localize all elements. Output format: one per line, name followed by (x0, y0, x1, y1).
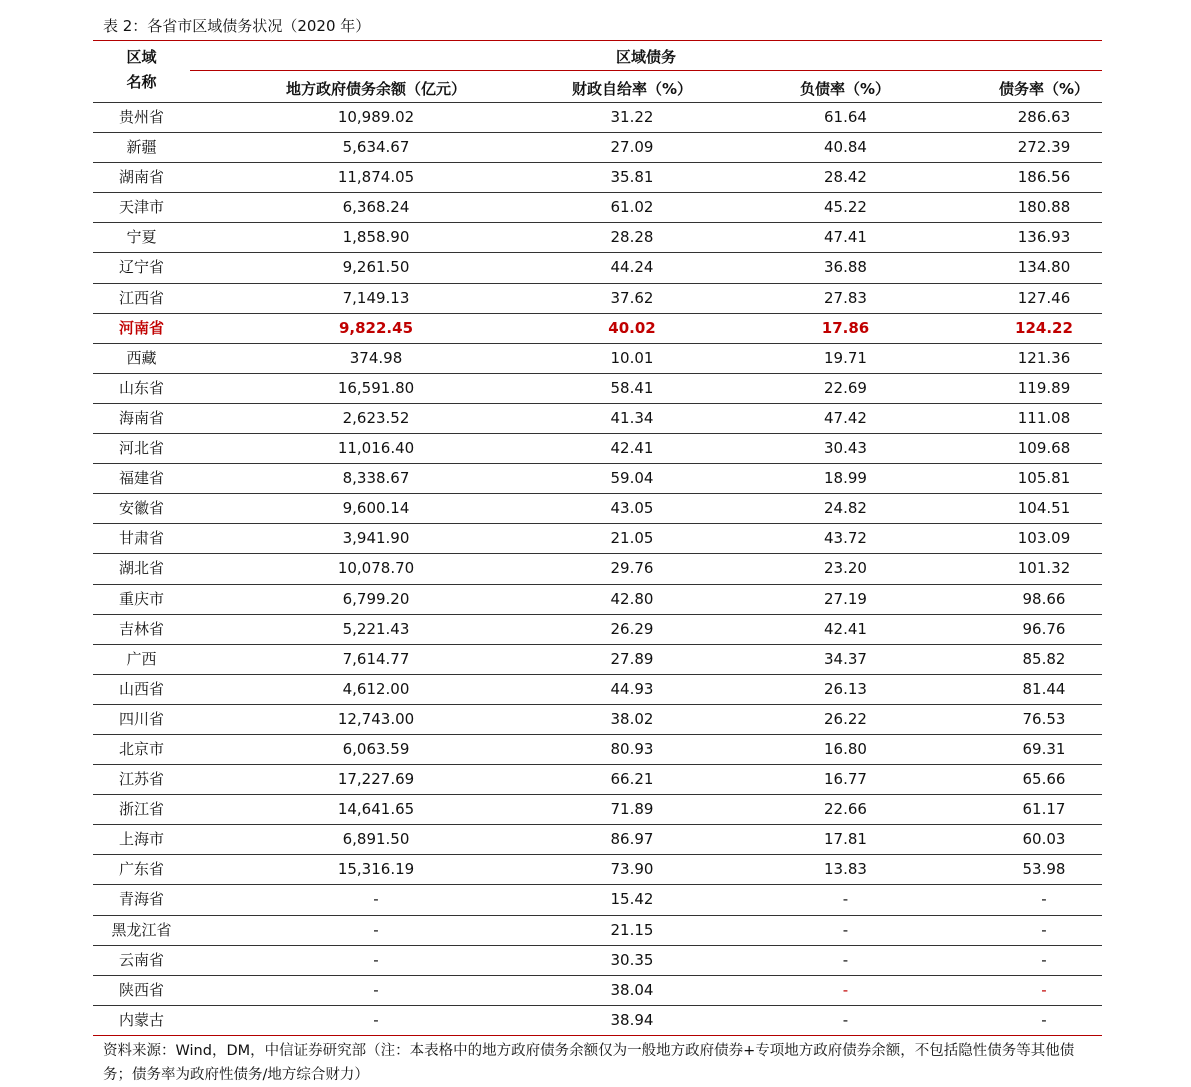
cell-debt-rate: - (1041, 950, 1047, 969)
cell-balance: 10,078.70 (337, 559, 415, 578)
cell-debt-ratio: 26.13 (824, 679, 867, 698)
cell-self-sufficiency: 27.09 (610, 138, 654, 157)
cell-debt-ratio: 17.81 (824, 830, 867, 849)
cell-region: 陕西省 (118, 980, 164, 999)
cell-self-sufficiency: 37.62 (610, 288, 654, 307)
cell-debt-ratio: - (842, 980, 849, 999)
table-row (93, 252, 1102, 282)
cell-region: 福建省 (118, 469, 164, 488)
table-row (93, 975, 1102, 1005)
cell-debt-ratio: 24.82 (824, 499, 867, 518)
cell-region: 山东省 (118, 378, 164, 397)
cell-region: 辽宁省 (118, 258, 164, 277)
cell-debt-ratio: 19.71 (824, 348, 867, 367)
cell-region: 吉林省 (118, 619, 164, 638)
cell-debt-rate: - (1041, 890, 1047, 909)
table-row (93, 403, 1102, 433)
cell-debt-rate: 286.63 (1017, 108, 1071, 126)
cell-self-sufficiency: 35.81 (610, 168, 654, 187)
cell-self-sufficiency: 38.04 (610, 980, 654, 999)
cell-self-sufficiency: 42.41 (610, 439, 654, 458)
cell-debt-rate: 61.17 (1022, 800, 1066, 819)
cell-debt-ratio: 22.66 (824, 800, 867, 819)
cell-debt-ratio: 47.42 (824, 408, 867, 427)
cell-debt-ratio: 45.22 (824, 198, 867, 217)
cell-balance: - (373, 980, 379, 999)
cell-debt-rate: 127.46 (1017, 288, 1071, 307)
table-row (93, 584, 1102, 614)
cell-debt-ratio: 27.19 (824, 589, 867, 608)
cell-balance: 9,261.50 (342, 258, 410, 277)
cell-debt-ratio: 43.72 (824, 529, 867, 548)
cell-region: 湖北省 (118, 559, 164, 578)
cell-debt-rate: 53.98 (1022, 860, 1066, 879)
table-row (93, 313, 1102, 343)
cell-self-sufficiency: 38.02 (610, 709, 654, 728)
header-col-balance: 地方政府债务余额（亿元） (285, 80, 466, 98)
cell-debt-rate: 65.66 (1022, 770, 1066, 789)
cell-debt-rate: 186.56 (1017, 168, 1071, 187)
cell-self-sufficiency: 61.02 (610, 198, 654, 217)
cell-debt-rate: 81.44 (1022, 679, 1066, 698)
table-row (93, 132, 1102, 162)
table-row (93, 343, 1102, 373)
cell-debt-rate: 121.36 (1017, 348, 1071, 367)
cell-debt-rate: 85.82 (1022, 649, 1066, 668)
cell-region: 天津市 (118, 198, 164, 217)
source-note: 资料来源：Wind，DM，中信证券研究部（注：本表格中的地方政府债务余额仅为一般地方政府债券+专项地方政府债券余额，不包括隐性债务等其他债务；债务率为政府性债务/地方综合财力） (103, 1043, 1075, 1083)
header-col-debt-ratio: 负债率（%） (799, 80, 891, 98)
cell-region: 云南省 (118, 950, 164, 969)
cell-balance: 8,338.67 (342, 469, 410, 488)
table-row (93, 283, 1102, 313)
table-row (93, 162, 1102, 192)
cell-debt-ratio: - (842, 950, 849, 969)
table-row (93, 1005, 1102, 1035)
table-row (93, 854, 1102, 884)
cell-balance: 3,941.90 (342, 529, 410, 548)
cell-debt-ratio: - (842, 1010, 849, 1029)
cell-debt-rate: 105.81 (1017, 469, 1071, 488)
cell-region: 内蒙古 (118, 1010, 164, 1029)
cell-debt-rate: 101.32 (1017, 559, 1071, 578)
table-row (93, 674, 1102, 704)
header-region-line-2: 名称 (126, 73, 157, 91)
cell-debt-ratio: 13.83 (824, 860, 867, 879)
cell-self-sufficiency: 29.76 (610, 559, 654, 578)
cell-self-sufficiency: 44.93 (610, 679, 654, 698)
table-row (93, 463, 1102, 493)
cell-balance: 6,891.50 (342, 830, 410, 849)
cell-self-sufficiency: 38.94 (610, 1010, 654, 1029)
cell-balance: 374.98 (349, 348, 403, 367)
cell-region: 海南省 (118, 408, 164, 427)
cell-debt-rate: 98.66 (1022, 589, 1066, 608)
cell-balance: 17,227.69 (337, 770, 415, 789)
cell-debt-rate: - (1041, 980, 1047, 999)
table-row (93, 704, 1102, 734)
cell-debt-ratio: 23.20 (824, 559, 867, 578)
cell-region: 上海市 (118, 830, 164, 849)
cell-self-sufficiency: 58.41 (610, 378, 654, 397)
cell-self-sufficiency: 80.93 (610, 739, 654, 758)
table-row (93, 553, 1102, 583)
cell-debt-ratio: 26.22 (824, 709, 867, 728)
cell-debt-rate: - (1041, 920, 1047, 939)
cell-debt-rate: 69.31 (1022, 739, 1066, 758)
table-row (93, 824, 1102, 854)
table-row (93, 945, 1102, 975)
cell-region: 宁夏 (126, 228, 157, 247)
cell-debt-ratio: 30.43 (824, 439, 867, 458)
cell-region: 河北省 (118, 439, 164, 458)
cell-region: 安徽省 (118, 499, 164, 518)
header-col-self-sufficiency: 财政自给率（%） (571, 80, 693, 98)
table-row (93, 764, 1102, 794)
cell-debt-rate: 96.76 (1022, 619, 1066, 638)
table-row (93, 433, 1102, 463)
cell-debt-ratio: 16.77 (824, 770, 867, 789)
table-row (93, 102, 1102, 132)
table-row (93, 493, 1102, 523)
cell-balance: - (373, 920, 379, 939)
cell-balance: - (373, 1010, 379, 1029)
cell-balance: 6,063.59 (342, 739, 410, 758)
cell-debt-rate: 136.93 (1017, 228, 1071, 247)
cell-debt-ratio: 17.86 (821, 318, 870, 337)
table-bottom-rule (93, 1035, 1102, 1036)
cell-debt-ratio: 47.41 (824, 228, 867, 247)
cell-debt-rate: 104.51 (1017, 499, 1071, 518)
cell-self-sufficiency: 40.02 (608, 318, 656, 337)
cell-debt-ratio: 22.69 (824, 378, 867, 397)
cell-self-sufficiency: 41.34 (610, 408, 654, 427)
cell-balance: 11,016.40 (337, 439, 415, 458)
cell-region: 北京市 (118, 739, 164, 758)
table-body (93, 102, 1102, 1035)
cell-self-sufficiency: 30.35 (610, 950, 654, 969)
cell-debt-ratio: 42.41 (824, 619, 867, 638)
cell-self-sufficiency: 26.29 (610, 619, 654, 638)
cell-debt-ratio: 61.64 (824, 108, 867, 126)
cell-self-sufficiency: 15.42 (610, 890, 654, 909)
cell-self-sufficiency: 21.05 (610, 529, 654, 548)
table-row (93, 794, 1102, 824)
table-row (93, 523, 1102, 553)
cell-region: 甘肃省 (118, 529, 164, 548)
cell-self-sufficiency: 59.04 (610, 469, 654, 488)
cell-debt-ratio: - (842, 890, 849, 909)
cell-balance: - (373, 950, 379, 969)
cell-balance: 5,221.43 (342, 619, 410, 638)
cell-debt-ratio: 40.84 (824, 138, 867, 157)
cell-region: 广东省 (118, 860, 164, 879)
cell-region: 江西省 (118, 288, 164, 307)
cell-self-sufficiency: 10.01 (610, 348, 654, 367)
cell-debt-rate: 119.89 (1017, 378, 1071, 397)
cell-debt-ratio: 28.42 (824, 168, 867, 187)
header-group-label: 区域债务 (615, 48, 676, 66)
cell-debt-ratio: 18.99 (824, 469, 867, 488)
cell-balance: - (373, 890, 379, 909)
cell-region: 新疆 (126, 138, 157, 157)
cell-region: 江苏省 (118, 770, 164, 789)
cell-region: 黑龙江省 (111, 920, 172, 939)
cell-debt-ratio: 16.80 (824, 739, 867, 758)
cell-region: 西藏 (126, 348, 157, 367)
table-row (93, 915, 1102, 945)
cell-debt-rate: 134.80 (1017, 258, 1071, 277)
cell-region: 湖南省 (118, 168, 164, 187)
cell-self-sufficiency: 44.24 (610, 258, 654, 277)
cell-balance: 15,316.19 (337, 860, 415, 879)
cell-balance: 9,600.14 (342, 499, 410, 518)
cell-debt-rate: 111.08 (1017, 408, 1071, 427)
cell-balance: 7,149.13 (342, 288, 410, 307)
header-group-rule (190, 70, 1102, 71)
cell-self-sufficiency: 43.05 (610, 499, 654, 518)
cell-debt-ratio: - (842, 920, 849, 939)
header-region-line-1: 区域 (126, 48, 157, 66)
cell-balance: 5,634.67 (342, 138, 410, 157)
header-col-debt-rate: 债务率（%） (998, 80, 1090, 98)
table-top-rule (93, 40, 1102, 41)
cell-debt-rate: - (1041, 1010, 1047, 1029)
cell-region: 青海省 (118, 890, 164, 909)
cell-debt-rate: 109.68 (1017, 439, 1071, 458)
cell-region: 浙江省 (118, 800, 164, 819)
cell-self-sufficiency: 66.21 (610, 770, 654, 789)
table-row (93, 884, 1102, 914)
cell-balance: 6,799.20 (342, 589, 410, 608)
cell-balance: 10,989.02 (337, 108, 415, 126)
cell-debt-ratio: 34.37 (824, 649, 867, 668)
cell-self-sufficiency: 71.89 (610, 800, 654, 819)
cell-self-sufficiency: 86.97 (610, 830, 654, 849)
table-row (93, 373, 1102, 403)
cell-debt-rate: 76.53 (1022, 709, 1066, 728)
cell-region: 四川省 (118, 709, 164, 728)
cell-balance: 1,858.90 (342, 228, 410, 247)
table-row (93, 734, 1102, 764)
cell-region: 河南省 (118, 318, 164, 337)
cell-debt-rate: 124.22 (1015, 318, 1073, 337)
cell-self-sufficiency: 28.28 (610, 228, 654, 247)
table-row (93, 614, 1102, 644)
cell-debt-ratio: 27.83 (824, 288, 867, 307)
cell-region: 山西省 (118, 679, 164, 698)
cell-balance: 16,591.80 (337, 378, 415, 397)
cell-region: 重庆市 (118, 589, 164, 608)
cell-debt-rate: 60.03 (1022, 830, 1066, 849)
cell-balance: 9,822.45 (338, 318, 414, 337)
cell-debt-rate: 272.39 (1017, 138, 1071, 157)
cell-balance: 6,368.24 (342, 198, 410, 217)
cell-balance: 12,743.00 (337, 709, 415, 728)
cell-self-sufficiency: 27.89 (610, 649, 654, 668)
table-row (93, 192, 1102, 222)
cell-balance: 2,623.52 (342, 408, 410, 427)
cell-balance: 11,874.05 (337, 168, 415, 187)
cell-debt-rate: 180.88 (1017, 198, 1071, 217)
cell-region: 贵州省 (118, 108, 164, 126)
cell-balance: 4,612.00 (342, 679, 410, 698)
cell-debt-rate: 103.09 (1017, 529, 1071, 548)
table-row (93, 222, 1102, 252)
cell-self-sufficiency: 31.22 (610, 108, 654, 126)
cell-self-sufficiency: 73.90 (610, 860, 654, 879)
cell-balance: 14,641.65 (337, 800, 415, 819)
cell-self-sufficiency: 21.15 (610, 920, 654, 939)
table-row (93, 644, 1102, 674)
cell-self-sufficiency: 42.80 (610, 589, 654, 608)
cell-debt-ratio: 36.88 (824, 258, 867, 277)
cell-balance: 7,614.77 (342, 649, 410, 668)
table-caption: 表 2：各省市区域债务状况（2020 年） (103, 17, 371, 35)
cell-region: 广西 (126, 649, 157, 668)
